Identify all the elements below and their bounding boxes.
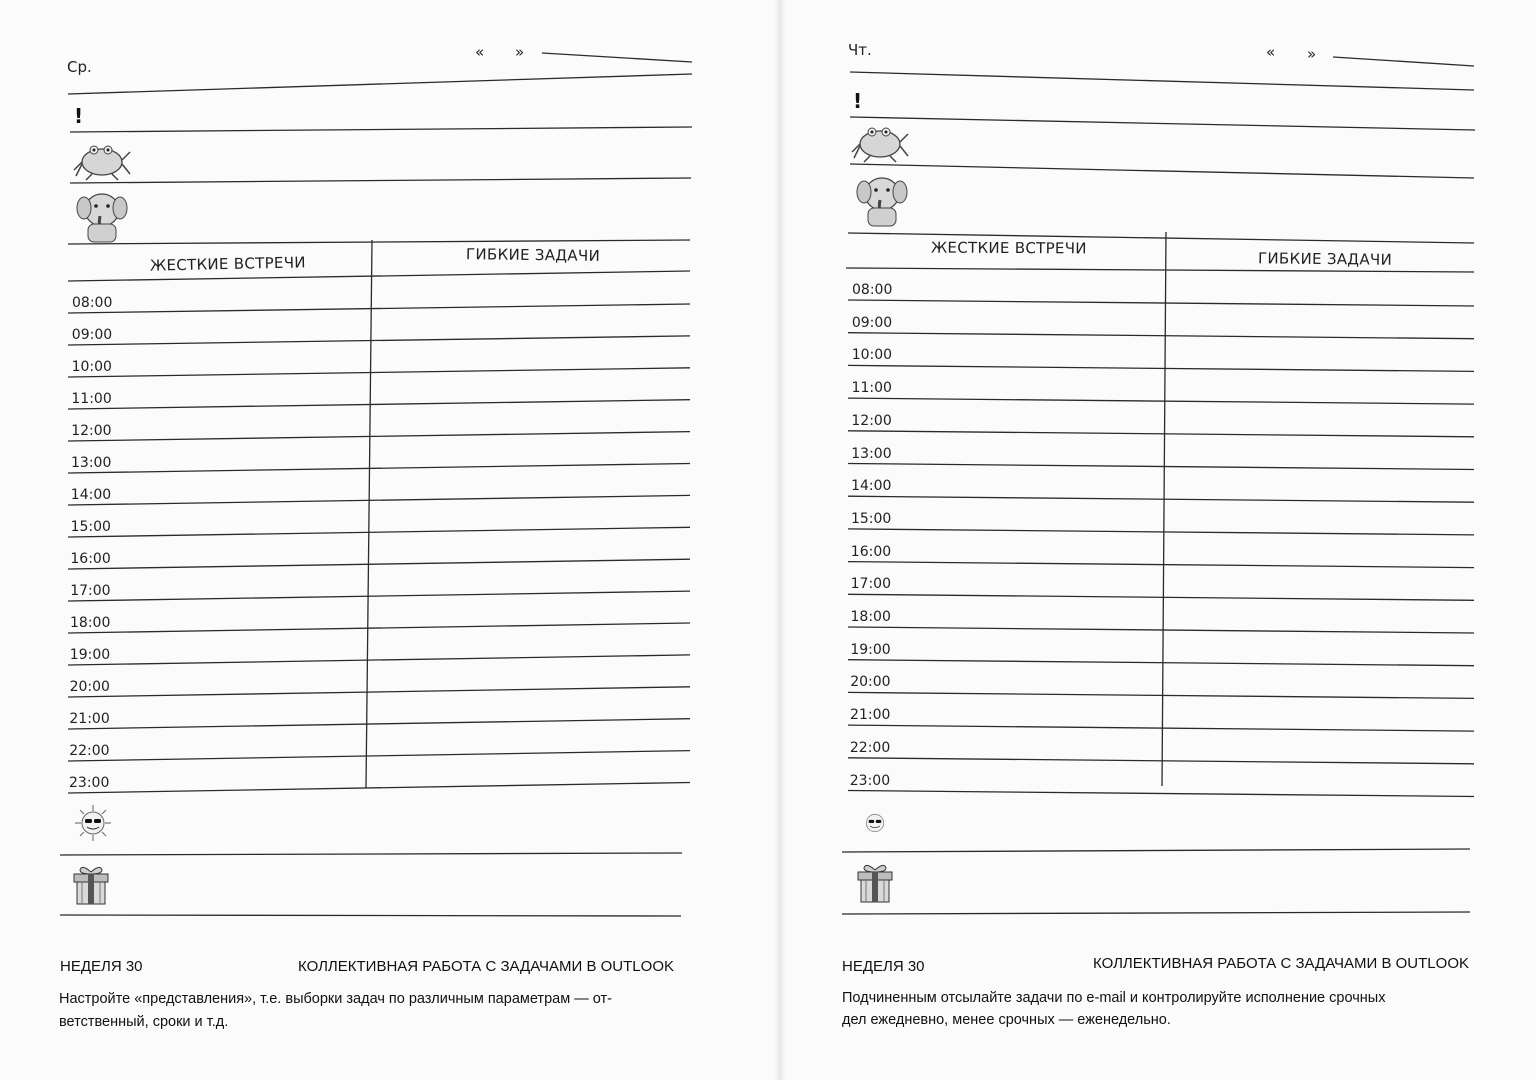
tip-line-2: дел ежедневно, менее срочных — еженедельно.: [842, 1012, 1171, 1028]
time-label: 19:00: [69, 647, 111, 663]
column-divider: [1162, 232, 1166, 786]
frog-rule: [70, 178, 691, 183]
priority-mark: !: [74, 104, 84, 128]
frog-rule: [850, 164, 1474, 178]
chapter-title: КОЛЛЕКТИВНАЯ РАБОТА С ЗАДАЧАМИ В OUTLOOK: [1093, 955, 1469, 972]
priority-rule: [850, 117, 1475, 130]
time-label: 17:00: [70, 583, 111, 599]
time-row-line: [848, 431, 1474, 437]
time-label: 11:00: [851, 380, 892, 397]
time-label: 18:00: [70, 615, 111, 631]
time-row-line: [68, 559, 690, 569]
time-row-line: [68, 464, 690, 474]
priority-rule: [70, 127, 692, 132]
time-label: 20:00: [69, 679, 110, 695]
time-label: 08:00: [72, 295, 113, 311]
time-label: 09:00: [851, 314, 893, 331]
time-row-line: [848, 464, 1474, 470]
time-row-lines: [848, 300, 1474, 797]
time-row-line: [68, 655, 690, 665]
time-row-line: [68, 783, 690, 794]
col-flexible-tasks: ГИБКИЕ ЗАДАЧИ: [465, 245, 601, 265]
close-quote: »: [515, 43, 525, 61]
tip-line-1: Настройте «представления», т.е. выборки задач по различным параметрам — от-: [59, 991, 612, 1007]
time-label: 09:00: [71, 327, 113, 343]
open-quote: «: [1266, 43, 1276, 61]
sun-icon: [860, 808, 890, 838]
time-row-line: [68, 591, 690, 601]
time-row-line: [848, 398, 1474, 404]
time-label: 13:00: [851, 445, 892, 462]
time-row-line: [848, 758, 1474, 764]
header-rule: [846, 268, 1474, 272]
time-label: 14:00: [70, 487, 112, 503]
date-line: [542, 53, 692, 62]
time-row-line: [848, 496, 1474, 502]
tip-line-2: ветственный, сроки и т.д.: [59, 1014, 229, 1030]
time-label: 19:00: [850, 641, 891, 658]
time-label: 21:00: [69, 711, 110, 727]
time-row-line: [848, 365, 1474, 371]
day-rule: [850, 72, 1474, 90]
col-fixed-meetings: ЖЕСТКИЕ ВСТРЕЧИ: [930, 238, 1087, 258]
day-label: Ср.: [67, 58, 92, 76]
time-row-line: [848, 300, 1474, 306]
elephant-rule: [68, 240, 690, 244]
planner-page-wednesday: [0, 0, 760, 1080]
day-label: Чт.: [848, 41, 872, 59]
sun-icon: [74, 804, 112, 842]
time-label: 23:00: [69, 775, 110, 791]
time-label: 17:00: [850, 576, 891, 593]
day-rule: [68, 74, 692, 94]
tip-line-1: Подчиненным отсылайте задачи по e-mail и контролируйте исполнение срочных: [842, 990, 1386, 1006]
time-label: 16:00: [850, 543, 892, 560]
time-label: 18:00: [850, 609, 891, 625]
col-flexible-tasks: ГИБКИЕ ЗАДАЧИ: [1257, 249, 1393, 269]
time-label: 12:00: [851, 412, 892, 429]
open-quote: «: [475, 43, 485, 61]
gift-icon: [854, 862, 896, 904]
time-row-line: [848, 725, 1474, 731]
frog-icon: [850, 122, 912, 164]
time-row-line: [848, 333, 1474, 339]
time-row-line: [848, 791, 1474, 797]
time-label: 16:00: [70, 551, 111, 567]
time-row-line: [68, 368, 690, 377]
time-row-line: [68, 495, 690, 505]
col-fixed-meetings: ЖЕСТКИЕ ВСТРЕЧИ: [149, 253, 307, 275]
time-row-line: [848, 627, 1474, 633]
sun-rule: [60, 853, 682, 855]
gift-icon: [70, 864, 112, 906]
time-row-line: [68, 751, 690, 761]
time-row-lines: [68, 304, 690, 793]
time-row-line: [68, 527, 690, 537]
close-quote: »: [1307, 45, 1317, 63]
priority-mark: !: [853, 89, 863, 113]
time-row-line: [848, 529, 1474, 535]
time-label: 21:00: [850, 707, 891, 724]
elephant-icon: [856, 174, 908, 230]
time-label: 13:00: [71, 455, 112, 471]
planner-page-thursday: [784, 0, 1536, 1080]
time-label: 10:00: [71, 359, 112, 375]
time-row-line: [68, 336, 690, 345]
elephant-icon: [76, 190, 128, 246]
week-label: НЕДЕЛЯ 30: [60, 958, 143, 975]
gift-rule: [60, 915, 681, 916]
week-label: НЕДЕЛЯ 30: [842, 958, 925, 975]
chapter-title: КОЛЛЕКТИВНАЯ РАБОТА С ЗАДАЧАМИ В OUTLOOK: [298, 958, 674, 975]
column-divider: [366, 240, 372, 788]
time-label: 15:00: [70, 519, 111, 535]
frog-icon: [72, 140, 134, 182]
time-row-line: [68, 687, 690, 697]
gift-rule: [842, 912, 1470, 914]
time-label: 15:00: [850, 510, 892, 527]
time-row-line: [68, 304, 690, 313]
sun-rule: [842, 849, 1470, 852]
time-row-line: [68, 432, 690, 441]
date-line: [1333, 57, 1474, 66]
time-row-line: [68, 623, 690, 633]
time-row-line: [848, 562, 1474, 568]
time-label: 10:00: [851, 347, 893, 364]
time-row-line: [848, 692, 1474, 698]
time-label: 11:00: [71, 391, 112, 407]
time-label: 22:00: [69, 743, 110, 759]
time-label: 08:00: [852, 282, 893, 298]
time-label: 14:00: [851, 478, 892, 495]
time-row-line: [848, 660, 1474, 666]
time-row-line: [68, 719, 690, 729]
time-row-line: [848, 594, 1474, 600]
time-label: 22:00: [849, 739, 891, 756]
time-label: 23:00: [849, 772, 891, 789]
time-row-line: [68, 400, 690, 409]
time-label: 20:00: [850, 674, 891, 691]
time-label: 12:00: [71, 423, 112, 439]
